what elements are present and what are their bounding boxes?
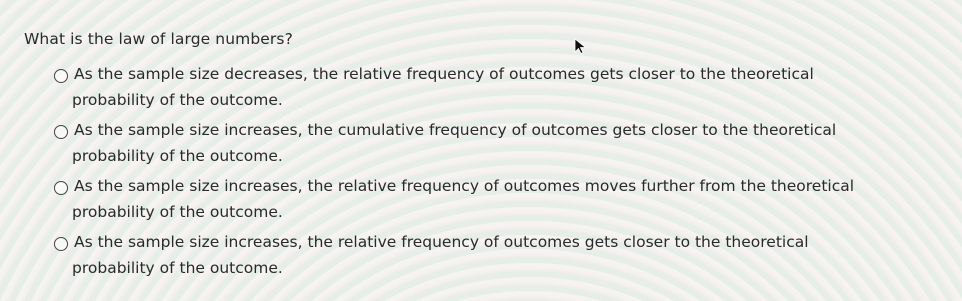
radio-button-4[interactable] — [54, 237, 68, 251]
answer-option-4-line-2: probability of the outcome. — [72, 259, 283, 277]
radio-button-1[interactable] — [54, 69, 68, 83]
radio-button-2[interactable] — [54, 125, 68, 139]
answer-option-2-text[interactable] — [74, 117, 924, 169]
answer-option-1-line-1: As the sample size decreases, the relative frequency of outcomes gets closer to the theoretical — [74, 65, 814, 83]
radio-button-3[interactable] — [54, 181, 68, 195]
answer-option-3-text[interactable] — [74, 173, 924, 225]
question-text: What is the law of large numbers? — [24, 30, 293, 48]
answer-option-1-text[interactable] — [74, 61, 924, 113]
answer-option-2-line-2: probability of the outcome. — [72, 147, 283, 165]
answer-option-3-line-2: probability of the outcome. — [72, 203, 283, 221]
mouse-pointer-icon — [574, 38, 588, 54]
answer-option-1-line-2: probability of the outcome. — [72, 91, 283, 109]
answer-option-4-text[interactable] — [74, 229, 924, 281]
answer-option-4-line-1: As the sample size increases, the relative frequency of outcomes gets closer to the theoretical — [74, 233, 809, 251]
answer-option-3-line-1: As the sample size increases, the relative frequency of outcomes moves further from the theoretical — [74, 177, 855, 195]
answer-option-2-line-1: As the sample size increases, the cumulative frequency of outcomes gets closer to the theoretical — [74, 121, 837, 139]
